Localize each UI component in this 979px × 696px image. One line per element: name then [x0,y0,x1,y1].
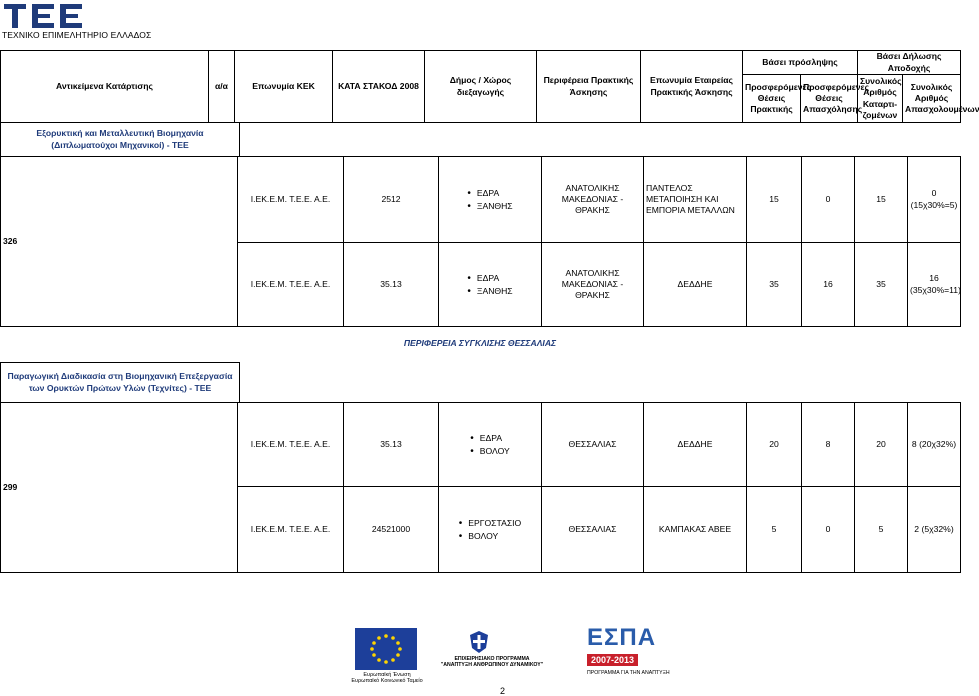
practice-cell: 35 [747,243,802,327]
col-header-employment: Προσφερόμενες Θέσεις Απασχόλησης [801,75,858,123]
program-line: "ΑΝΑΠΤΥΞΗ ΑΝΘΡΩΠΙΝΟΥ ΔΥΝΑΜΙΚΟΥ" [440,662,544,669]
kek-cell: Ι.ΕΚ.Ε.Μ. Τ.Ε.Ε. Α.Ε. [238,487,344,573]
footer-logos [351,624,695,685]
page-number: 2 [500,686,506,696]
kek-cell: Ι.ΕΚ.Ε.Μ. Τ.Ε.Ε. Α.Ε. [238,403,344,487]
employed-cell: 16 (35χ30%=11) [908,243,961,327]
program-line: ΕΠΙΧΕΙΡΗΣΙΑΚΟ ΠΡΟΓΡΑΜΜΑ [454,656,530,662]
trainees-cell: 15 [855,157,908,243]
col-header-stakod: ΚΑΤΑ ΣΤΑΚΟΔ 2008 [333,51,425,123]
places-cell [439,403,542,487]
employment-cell: 8 [802,403,855,487]
section2-table [0,402,961,573]
list-item: • ΞΑΝΘΗΣ [467,200,512,213]
stakod-cell: 35.13 [344,403,439,487]
col-header-employed: Συνολικός Αριθμός Απασχολουμένων [903,75,961,123]
greek-emblem-icon [468,630,490,654]
list-item: • ΞΑΝΘΗΣ [467,285,512,298]
region-cell: ΘΕΣΣΑΛΙΑΣ [542,403,644,487]
employed-cell: 2 (5χ32%) [908,487,961,573]
company-cell: ΔΕΔΔΗΕ [644,403,747,487]
company-cell: ΚΑΜΠΑΚΑΣ ΑΒΕΕ [644,487,747,573]
stakod-cell: 2512 [344,157,439,243]
table-row [1,157,961,243]
table-row [1,403,961,487]
eu-flag-icon [355,628,417,670]
list-item: • ΕΡΓΟΣΤΑΣΙΟ [459,517,521,530]
col-header-kek: Επωνυμία ΚΕΚ [235,51,333,123]
trainees-cell: 35 [855,243,908,327]
col-header-practice: Προσφερόμενες Θέσεις Πρακτικής [743,75,801,123]
list-item: • ΕΔΡΑ [470,432,509,445]
list-item: • ΒΟΛΟΥ [470,445,509,458]
section1-category: Εξορυκτική και Μεταλλευτική Βιομηχανία (Διπλωματούχοι Μηχανικοί) - ΤΕΕ [1,123,240,157]
list-item: • ΕΔΡΑ [467,187,512,200]
eu-caption [351,672,423,685]
espa-caption: ΠΡΟΓΡΑΜΜΑ ΓΙΑ ΤΗΝ ΑΝΑΠΤΥΞΗ [587,670,670,676]
espa-years: 2007-2013 [587,654,638,666]
list-item: • ΕΔΡΑ [467,272,512,285]
section1-index: 326 [3,235,18,246]
eu-caption-line: Ευρωπαϊκό Κοινωνικό Ταμείο [351,678,423,685]
program-text [437,656,547,668]
section1-table [0,156,961,327]
employed-cell: 0 (15χ30%=5) [908,157,961,243]
col-header-trainees: Συνολικός Αριθμός Καταρτι-ζομένων [858,75,903,123]
organization-name: ΤΕΧΝΙΚΟ ΕΠΙΜΕΛΗΤΗΡΙΟ ΕΛΛΑΔΟΣ [2,30,152,40]
col-header-municipality: Δήμος / Χώρος διεξαγωγής [425,51,537,123]
stakod-cell: 35.13 [344,243,439,327]
employment-cell: 0 [802,487,855,573]
trainees-cell: 5 [855,487,908,573]
list-item: • ΒΟΛΟΥ [459,530,521,543]
section2-index: 299 [3,481,18,492]
eu-caption-line: Ευρωπαϊκή Ένωση [363,672,411,678]
stakod-cell: 24521000 [344,487,439,573]
practice-cell: 5 [747,487,802,573]
employment-cell: 0 [802,157,855,243]
col-header-company: Επωνυμία Εταιρείας Πρακτικής Άσκησης [641,51,743,123]
section2-category: Παραγωγική Διαδικασία στη Βιομηχανική Επεξεργασία των Ορυκτών Πρώτων Υλών (Τεχνίτες) - ΤΕΕ [1,363,240,403]
section1-category-table [0,122,240,157]
col-header-objects: Αντικείμενα Κατάρτισης [1,51,209,123]
region-cell: ΑΝΑΤΟΛΙΚΗΣ ΜΑΚΕΔΟΝΙΑΣ - ΘΡΑΚΗΣ [542,157,644,243]
group-header-access: Βάσει πρόσληψης [743,51,858,75]
places-cell [439,157,542,243]
kek-cell: Ι.ΕΚ.Ε.Μ. Τ.Ε.Ε. Α.Ε. [238,157,344,243]
places-cell [439,487,542,573]
employed-cell: 8 (20χ32%) [908,403,961,487]
region-cell: ΘΕΣΣΑΛΙΑΣ [542,487,644,573]
practice-cell: 20 [747,403,802,487]
region-cell: ΑΝΑΤΟΛΙΚΗΣ ΜΑΚΕΔΟΝΙΑΣ - ΘΡΑΚΗΣ [542,243,644,327]
group-header-declaration: Βάσει Δήλωσης Αποδοχής [858,51,961,75]
company-cell: ΠΑΝΤΕΛΟΣ ΜΕΤΑΠΟΙΗΣΗ ΚΑΙ ΕΜΠΟΡΙΑ ΜΕΤΑΛΛΩΝ [644,157,747,243]
espa-logo [587,626,677,676]
kek-cell: Ι.ΕΚ.Ε.Μ. Τ.Ε.Ε. Α.Ε. [238,243,344,327]
company-cell: ΔΕΔΔΗΕ [644,243,747,327]
col-header-region: Περιφέρεια Πρακτικής Άσκησης [537,51,641,123]
places-cell [439,243,542,327]
espa-title: ΕΣΠΑ [587,624,657,651]
trainees-cell: 20 [855,403,908,487]
practice-cell: 15 [747,157,802,243]
col-header-index: α/α [209,51,235,123]
header-table [0,50,979,123]
employment-cell: 16 [802,243,855,327]
region-title: ΠΕΡΙΦΕΡΕΙΑ ΣΥΓΚΛΙΣΗΣ ΘΕΣΣΑΛΙΑΣ [403,338,557,348]
tee-logo [2,2,92,30]
section2-category-table [0,362,240,403]
